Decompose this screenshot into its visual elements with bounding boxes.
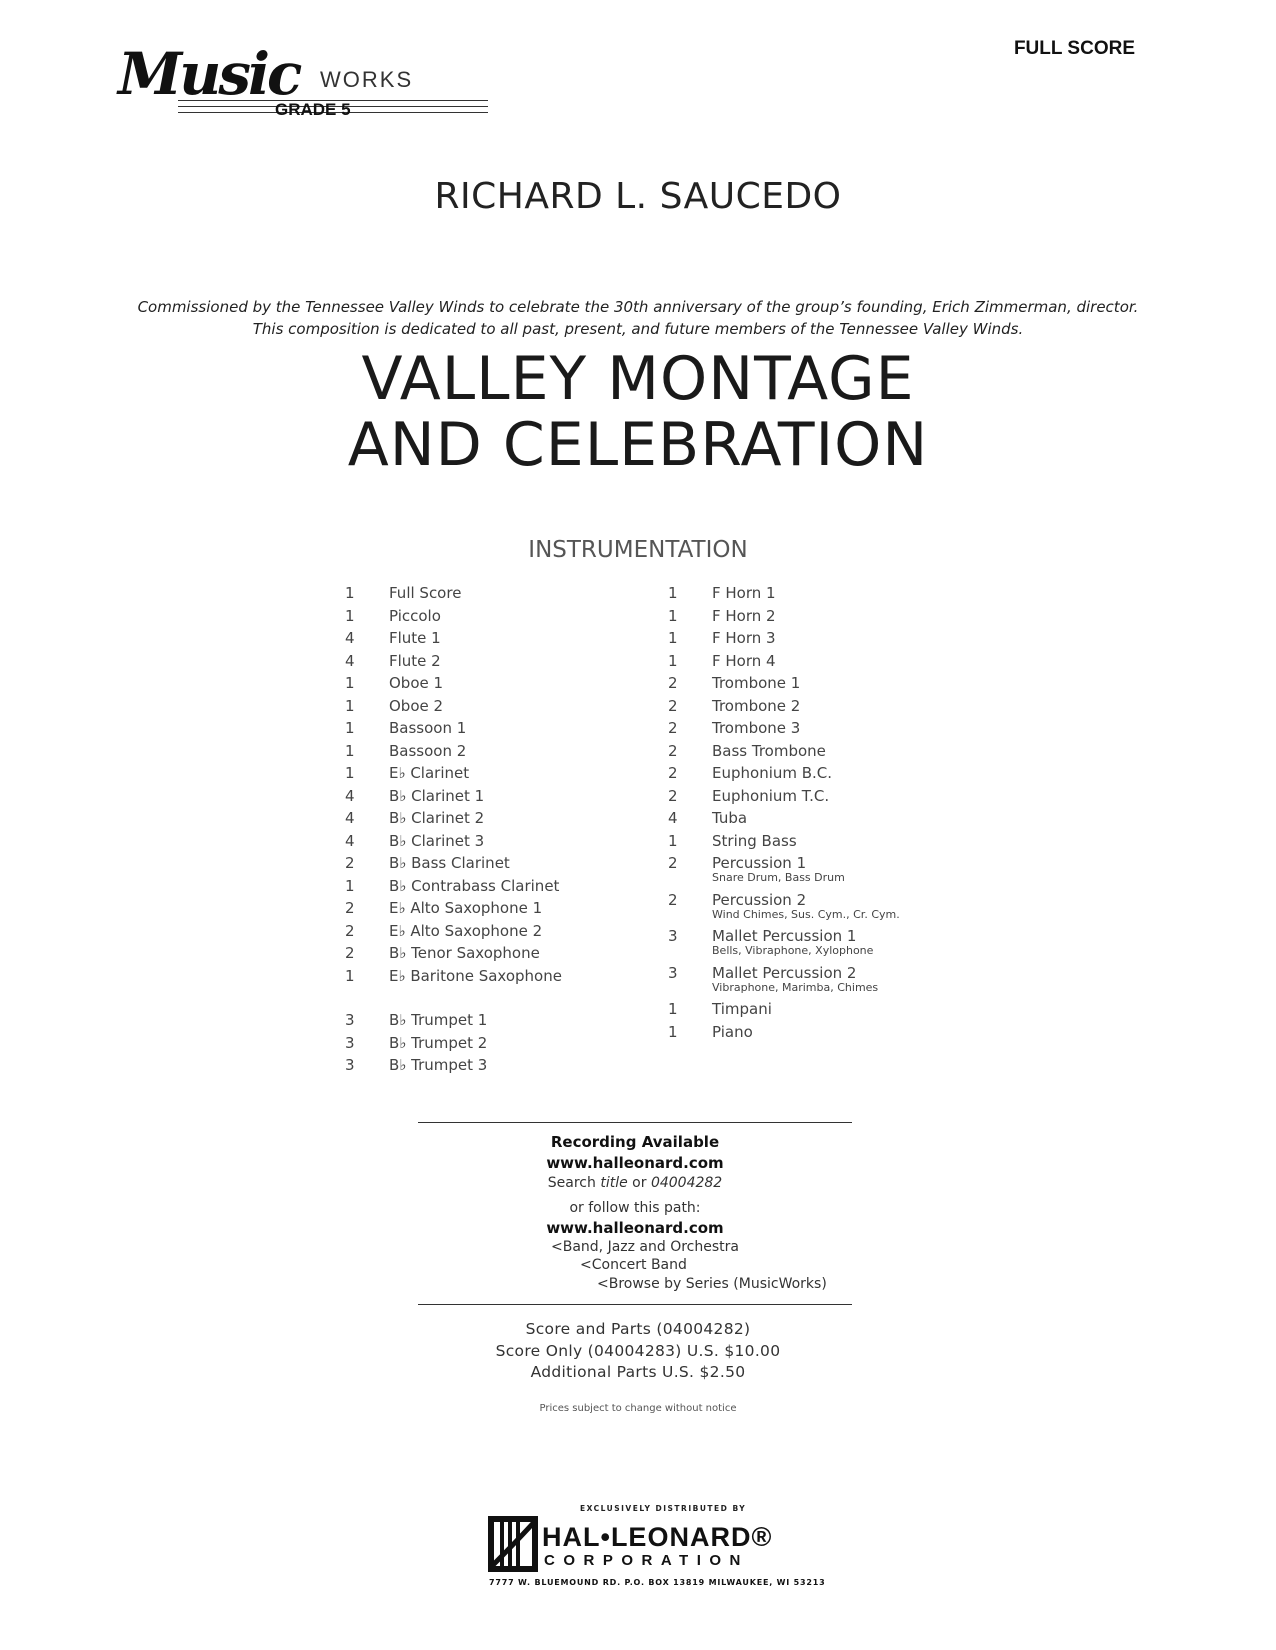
instrument-name: Trombone 2 — [712, 696, 801, 715]
instrument-name: E♭ Alto Saxophone 1 — [389, 899, 543, 917]
instrument-name: B♭ Tenor Saxophone — [389, 944, 540, 962]
instrument-name: Flute 1 — [389, 629, 441, 647]
recording-search-text — [418, 1175, 852, 1191]
instrument-subtitle: Snare Drum, Bass Drum — [712, 871, 845, 884]
instrument-row — [668, 964, 958, 1001]
instrument-list-right — [668, 584, 958, 1045]
recording-path-url-link[interactable]: www.halleonard.com — [546, 1219, 724, 1237]
instrument-quantity: 1 — [345, 741, 355, 760]
instrument-name: Full Score — [389, 584, 462, 602]
instrument-row — [345, 584, 615, 607]
distributor-name: HAL•LEONARD® — [542, 1522, 773, 1552]
instrument-name: E♭ Baritone Saxophone — [389, 966, 562, 985]
instrument-quantity: 1 — [668, 831, 678, 850]
instrument-quantity: 1 — [345, 764, 355, 782]
instrument-quantity: 3 — [345, 1056, 355, 1074]
instrument-name: Euphonium B.C. — [712, 764, 833, 782]
instrument-name: Bassoon 2 — [389, 741, 467, 760]
instrument-quantity: 3 — [345, 1011, 355, 1029]
instrument-subtitle: Wind Chimes, Sus. Cym., Cr. Cym. — [712, 907, 900, 921]
instrument-quantity: 1 — [345, 674, 355, 692]
distributor-address: 7777 W. BLUEMOUND RD. P.O. BOX 13819 MILWAUKEE, WI 53213 — [489, 1578, 826, 1587]
instrument-name: Bass Trombone — [712, 741, 826, 760]
instrument-name: B♭ Trumpet 3 — [389, 1056, 488, 1074]
instrument-quantity: 4 — [668, 809, 678, 827]
instrument-name: F Horn 1 — [712, 584, 776, 602]
instrument-row — [668, 891, 958, 928]
instrument-name: Percussion 2 — [712, 890, 807, 909]
instrument-name: B♭ Clarinet 2 — [389, 809, 485, 827]
instrument-quantity: 1 — [668, 606, 678, 625]
instrument-row — [345, 854, 615, 877]
logo-script-text: Music — [118, 40, 300, 108]
instrument-name: E♭ Clarinet — [389, 764, 470, 782]
recording-url-link[interactable]: www.halleonard.com — [546, 1154, 724, 1172]
instrument-quantity: 4 — [345, 831, 355, 850]
divider-top — [418, 1122, 852, 1123]
instrument-name: Piano — [712, 1022, 753, 1041]
instrument-list-left — [345, 584, 615, 1079]
instrument-quantity: 1 — [668, 1022, 678, 1041]
instrument-quantity: 1 — [668, 584, 678, 602]
dedication-line-1: Commissioned by the Tennessee Valley Winds to celebrate the 30th anniversary of the group’s founding, Erich Zimmerman, director. — [137, 298, 1139, 316]
path-step-1: <Band, Jazz and Orchestra — [551, 1239, 739, 1255]
instrument-row — [345, 629, 615, 652]
composer-name: RICHARD L. SAUCEDO — [434, 176, 842, 217]
instrument-quantity: 1 — [345, 719, 355, 737]
instrument-row — [345, 652, 615, 675]
instrument-quantity: 3 — [345, 1033, 355, 1052]
search-number: 04004282 — [650, 1175, 723, 1191]
instrument-quantity: 1 — [345, 606, 355, 625]
instrument-name: B♭ Contrabass Clarinet — [389, 876, 560, 895]
instrument-row — [345, 899, 615, 922]
instrument-quantity: 2 — [345, 944, 355, 962]
instrument-row — [345, 764, 615, 787]
instrument-name: Trombone 1 — [712, 674, 801, 692]
instrument-subtitle: Bells, Vibraphone, Xylophone — [712, 944, 874, 957]
instrument-quantity: 1 — [668, 629, 678, 647]
instrument-name: Mallet Percussion 1 — [712, 927, 857, 945]
instrument-subtitle: Vibraphone, Marimba, Chimes — [712, 980, 879, 994]
price-score-and-parts: Score and Parts (04004282) — [525, 1320, 751, 1338]
instrument-quantity: 4 — [345, 651, 355, 670]
path-step-2: <Concert Band — [580, 1257, 687, 1273]
instrument-row — [668, 832, 958, 855]
instrument-quantity: 1 — [345, 584, 355, 602]
search-or: or — [627, 1175, 651, 1191]
instrument-row — [345, 674, 615, 697]
instrument-row — [345, 607, 615, 630]
grade-label: GRADE 5 — [275, 100, 351, 119]
instrument-quantity: 1 — [668, 1000, 678, 1018]
instrument-quantity: 2 — [668, 764, 678, 782]
recording-title: Recording Available — [550, 1133, 720, 1151]
instrument-name: B♭ Bass Clarinet — [389, 854, 510, 872]
instrument-row — [668, 1023, 958, 1046]
instrument-quantity: 4 — [345, 786, 355, 805]
price-additional-parts: Additional Parts U.S. $2.50 — [530, 1363, 746, 1381]
instrument-row — [345, 697, 615, 720]
dedication-line-2: This composition is dedicated to all past, present, and future members of the Tennessee Valley Winds. — [252, 320, 1024, 338]
instrument-row — [668, 764, 958, 787]
instrument-quantity: 2 — [668, 696, 678, 715]
instrument-row — [345, 1034, 615, 1057]
instrument-quantity: 2 — [345, 899, 355, 917]
instrument-row — [345, 967, 615, 990]
instrument-quantity: 4 — [345, 629, 355, 647]
instrument-row — [668, 809, 958, 832]
instrument-row — [668, 927, 958, 964]
instrument-name: Tuba — [712, 809, 748, 827]
instrument-quantity: 3 — [668, 963, 678, 982]
instrument-row — [668, 787, 958, 810]
instrument-name: Oboe 1 — [389, 674, 444, 692]
instrumentation-heading: INSTRUMENTATION — [528, 537, 748, 563]
instrument-quantity: 1 — [345, 876, 355, 895]
instrument-row — [345, 832, 615, 855]
instrument-quantity: 2 — [345, 921, 355, 940]
instrument-row — [345, 742, 615, 765]
instrument-quantity: 4 — [345, 809, 355, 827]
instrument-row — [345, 922, 615, 945]
title-line-1: VALLEY MONTAGE — [361, 344, 915, 414]
instrument-quantity: 2 — [668, 741, 678, 760]
instrument-name: Timpani — [712, 1000, 772, 1018]
instrument-quantity: 2 — [668, 786, 678, 805]
instrument-row — [668, 854, 958, 891]
instrument-row — [345, 1011, 615, 1034]
instrument-name: Trombone 3 — [712, 719, 801, 737]
instrument-name: F Horn 4 — [712, 651, 776, 670]
instrument-row — [668, 1000, 958, 1023]
instrument-name: String Bass — [712, 831, 797, 850]
path-step-3: <Browse by Series (MusicWorks) — [597, 1276, 827, 1292]
instrument-row — [668, 719, 958, 742]
instrument-name: F Horn 2 — [712, 606, 776, 625]
instrument-row — [345, 944, 615, 967]
search-title-word: title — [600, 1175, 628, 1191]
instrument-row — [668, 674, 958, 697]
instrument-name: F Horn 3 — [712, 629, 776, 647]
instrument-quantity: 2 — [668, 674, 678, 692]
instrument-name: Piccolo — [389, 606, 441, 625]
instrument-quantity: 1 — [668, 651, 678, 670]
price-score-only: Score Only (04004283) U.S. $10.00 — [495, 1342, 781, 1360]
instrument-quantity: 2 — [345, 854, 355, 872]
instrument-row — [345, 877, 615, 900]
search-prefix: Search — [547, 1175, 601, 1191]
instrument-name: B♭ Trumpet 2 — [389, 1033, 488, 1052]
instrument-name: Mallet Percussion 2 — [712, 963, 857, 982]
instrument-quantity: 1 — [345, 696, 355, 715]
instrument-name: Percussion 1 — [712, 854, 807, 872]
distributor-label: EXCLUSIVELY DISTRIBUTED BY — [580, 1504, 747, 1513]
instrument-row — [668, 629, 958, 652]
instrument-quantity: 2 — [668, 890, 678, 909]
instrument-row — [345, 719, 615, 742]
instrument-row — [345, 787, 615, 810]
instrument-row — [345, 1056, 615, 1079]
divider-bottom — [418, 1304, 852, 1305]
instrument-row — [668, 652, 958, 675]
instrument-quantity: 2 — [668, 719, 678, 737]
instrument-quantity: 1 — [345, 966, 355, 985]
instrument-row — [345, 809, 615, 832]
instrument-row — [668, 697, 958, 720]
instrument-name: Flute 2 — [389, 651, 441, 670]
instrument-row — [668, 742, 958, 765]
instrument-name: B♭ Trumpet 1 — [389, 1011, 488, 1029]
instrument-row — [668, 584, 958, 607]
instrument-quantity: 2 — [668, 854, 678, 872]
instrument-name: Bassoon 1 — [389, 719, 467, 737]
instrument-name: B♭ Clarinet 3 — [389, 831, 485, 850]
instrument-name: E♭ Alto Saxophone 2 — [389, 921, 543, 940]
recording-follow-text: or follow this path: — [569, 1200, 701, 1216]
logo-works-text: WORKS — [320, 67, 414, 92]
instrument-name: Oboe 2 — [389, 696, 444, 715]
distributor-corporation: CORPORATION — [544, 1552, 749, 1569]
instrument-row — [668, 607, 958, 630]
full-score-label: FULL SCORE — [1013, 38, 1135, 59]
instrument-name: B♭ Clarinet 1 — [389, 786, 485, 805]
title-line-2: AND CELEBRATION — [347, 410, 929, 480]
instrument-quantity: 3 — [668, 927, 678, 945]
price-notice: Prices subject to change without notice — [539, 1403, 737, 1414]
instrument-name: Euphonium T.C. — [712, 786, 830, 805]
